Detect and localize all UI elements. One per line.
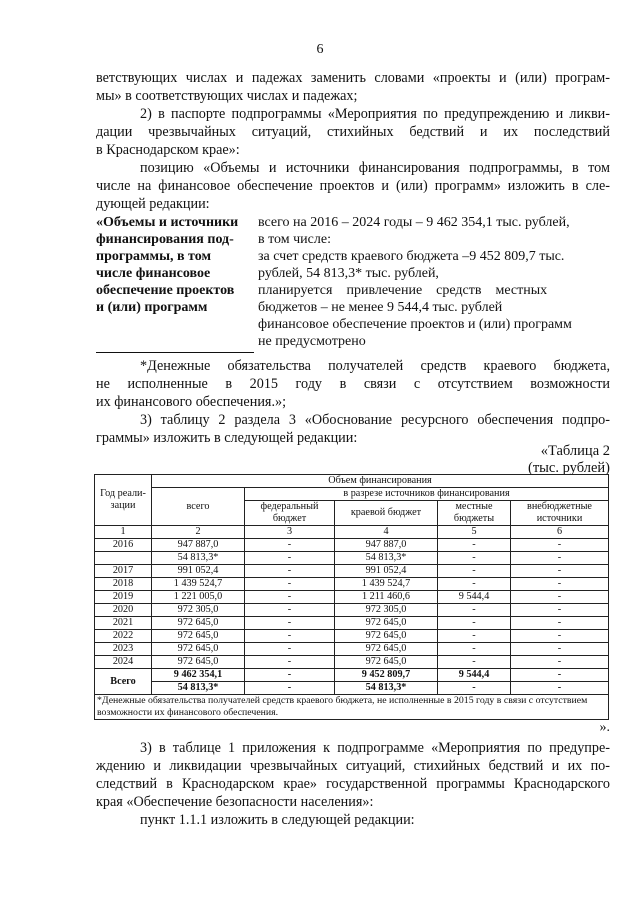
passport-line: финансирования под- (96, 232, 234, 247)
text-line: следствий в Краснодарском крае» государственной программы Краснодарского (96, 776, 610, 792)
column-numbers-row (95, 526, 609, 539)
table-cell: - (245, 630, 335, 643)
table-cell: 991 052,4 (152, 565, 245, 578)
table-cell: 2019 (95, 591, 152, 604)
table-caption-line: «Таблица 2 (540, 443, 610, 459)
header-volume: Объем финансирования (152, 475, 609, 488)
table-header-row (95, 488, 609, 501)
text-line: 2) в паспорте подпрограммы «Мероприятия по предупреждению и ликви- (140, 106, 610, 122)
table-cell: 2023 (95, 643, 152, 656)
table-row (95, 656, 609, 669)
table-cell: - (511, 591, 609, 604)
text-line: мы» в соответствующих числах и падежах; (96, 88, 358, 104)
passport-line: «Объемы и источники (96, 215, 239, 230)
table-row (95, 565, 609, 578)
table-cell: - (511, 578, 609, 591)
table-cell: - (245, 591, 335, 604)
table-cell: 2 (152, 526, 245, 539)
text-line: 3) таблицу 2 раздела 3 «Обоснование ресурсного обеспечения подпро- (140, 412, 610, 428)
table-caption-line: (тыс. рублей) (528, 460, 610, 476)
table-cell: 972 645,0 (335, 630, 438, 643)
table-cell: 9 544,4 (438, 591, 511, 604)
table-row (95, 630, 609, 643)
table-cell: - (245, 552, 335, 565)
table-caption (528, 443, 610, 477)
table-cell: 5 (438, 526, 511, 539)
table-cell: 1 439 524,7 (335, 578, 438, 591)
table-row (95, 578, 609, 591)
text-line: пункт 1.1.1 изложить в следующей редакции: (140, 812, 415, 828)
passport-line: планируется привлечение средств местных (258, 283, 548, 298)
table-cell: - (511, 604, 609, 617)
passport-line: рублей, 54 813,3* тыс. рублей, (258, 266, 439, 281)
passport-line: всего на 2016 – 2024 годы – 9 462 354,1 тыс. рублей, (258, 215, 570, 230)
passport-line: в том числе: (258, 232, 331, 247)
table-cell: - (245, 682, 335, 695)
table-cell: 9 452 809,7 (335, 669, 438, 682)
table-cell: - (511, 669, 609, 682)
table-cell: 972 305,0 (152, 604, 245, 617)
table-cell: 1 221 005,0 (152, 591, 245, 604)
table-cell: 972 645,0 (335, 643, 438, 656)
table-cell: - (511, 682, 609, 695)
table-cell: 947 887,0 (335, 539, 438, 552)
text-line: числе на финансовое обеспечение проектов и (или) программ» изложить в сле- (96, 178, 610, 194)
table-row (95, 604, 609, 617)
table-cell: - (438, 565, 511, 578)
table-cell: 3 (245, 526, 335, 539)
table-cell: - (511, 617, 609, 630)
text-line: дующей редакции: (96, 196, 210, 212)
header-federal: федеральный бюджет (245, 501, 335, 526)
table-cell: 972 645,0 (152, 643, 245, 656)
passport-line: и (или) программ (96, 300, 208, 315)
table-row (95, 552, 609, 565)
header-local: местные бюджеты (438, 501, 511, 526)
header-total: всего (152, 488, 245, 526)
table-cell (95, 552, 152, 565)
table-note: *Денежные обязательства получателей средств краевого бюджета, не исполненные в 2015 году в связи с отсутствием возможности их финансового обеспечения. (95, 695, 609, 720)
text-line: края «Обеспечение безопасности населения»: (96, 794, 374, 810)
passport-line: бюджетов – не менее 9 544,4 тыс. рублей (258, 300, 503, 315)
footnote-line: их финансового обеспечения.»; (96, 394, 287, 410)
table-cell: - (438, 656, 511, 669)
footnote-line: *Денежные обязательства получателей средств краевого бюджета, (140, 358, 610, 374)
table-cell: - (438, 539, 511, 552)
table-cell: 9 462 354,1 (152, 669, 245, 682)
table-cell: 54 813,3* (335, 682, 438, 695)
footnote-rule (96, 352, 254, 353)
text-line: ветствующих числах и падежах заменить словами «проекты и (или) програм- (96, 70, 610, 86)
table-cell: - (438, 578, 511, 591)
table-cell: 991 052,4 (335, 565, 438, 578)
table-row (95, 591, 609, 604)
table-cell: 947 887,0 (152, 539, 245, 552)
table-cell: - (511, 552, 609, 565)
table-cell: 2022 (95, 630, 152, 643)
table-cell: - (438, 552, 511, 565)
table-cell: - (245, 669, 335, 682)
text-line: позицию «Объемы и источники финансирования подпрограммы, в том (140, 160, 610, 176)
passport-line: обеспечение проектов (96, 283, 235, 298)
table-cell: 4 (335, 526, 438, 539)
table-row (95, 643, 609, 656)
table-cell: - (245, 617, 335, 630)
table-note-row (95, 695, 609, 720)
table-cell: - (438, 682, 511, 695)
table-cell: - (245, 604, 335, 617)
table-cell: 1 211 460,6 (335, 591, 438, 604)
passport-line: числе финансовое (96, 266, 211, 281)
table-total-row (95, 669, 609, 682)
passport-line: финансовое обеспечение проектов и (или) программ (258, 317, 572, 332)
header-sources: в разрезе источников финансирования (245, 488, 609, 501)
table-cell: - (511, 630, 609, 643)
table-cell: 2020 (95, 604, 152, 617)
table-cell: 2018 (95, 578, 152, 591)
passport-line: за счет средств краевого бюджета –9 452 809,7 тыс. (258, 249, 565, 264)
table-cell: - (511, 643, 609, 656)
table-cell: 54 813,3* (152, 682, 245, 695)
table-cell: - (438, 617, 511, 630)
text-line: в Краснодарском крае»: (96, 142, 240, 158)
table-cell: 1 (95, 526, 152, 539)
closing-quote: ». (599, 720, 610, 735)
passport-line: программы, в том (96, 249, 212, 264)
table-cell: 2016 (95, 539, 152, 552)
table-cell: 2024 (95, 656, 152, 669)
passport-position-value (258, 214, 610, 350)
header-year: Год реали-зации (95, 475, 152, 526)
passport-line: не предусмотрено (258, 334, 366, 349)
table-cell: 2017 (95, 565, 152, 578)
financing-table (94, 474, 609, 720)
table-cell: 1 439 524,7 (152, 578, 245, 591)
table-cell: - (511, 565, 609, 578)
header-offbudget: внебюджетные источники (511, 501, 609, 526)
table-cell: - (438, 630, 511, 643)
table-cell: 54 813,3* (335, 552, 438, 565)
table-cell: 972 645,0 (152, 656, 245, 669)
text-line: граммы» изложить в следующей редакции: (96, 430, 358, 446)
table-cell: 972 305,0 (335, 604, 438, 617)
table-cell: - (438, 604, 511, 617)
table-cell: 972 645,0 (152, 630, 245, 643)
table-cell: 972 645,0 (152, 617, 245, 630)
text-line: дации чрезвычайных ситуаций, стихийных бедствий и их последствий (96, 124, 610, 140)
table-cell: Всего (95, 669, 152, 695)
table-cell: 9 544,4 (438, 669, 511, 682)
table-cell: - (245, 656, 335, 669)
table-total-row (95, 682, 609, 695)
table-cell: - (245, 643, 335, 656)
table-cell: - (511, 539, 609, 552)
footnote-line: не исполненные в 2015 году в связи с отсутствием возможности (96, 376, 610, 392)
text-line: ждению и ликвидации чрезвычайных ситуаций, стихийных бедствий и их по- (96, 758, 610, 774)
table-row (95, 617, 609, 630)
table-cell: - (438, 643, 511, 656)
table-cell: - (511, 656, 609, 669)
table-cell: 54 813,3* (152, 552, 245, 565)
table-row (95, 539, 609, 552)
header-regional: краевой бюджет (335, 501, 438, 526)
table-header-row (95, 475, 609, 488)
passport-position-label (96, 214, 251, 316)
table-cell: - (245, 578, 335, 591)
table-cell: 2021 (95, 617, 152, 630)
table-cell: - (245, 565, 335, 578)
table-cell: 972 645,0 (335, 617, 438, 630)
page-number: 6 (316, 42, 324, 57)
table-cell: 6 (511, 526, 609, 539)
table-cell: 972 645,0 (335, 656, 438, 669)
table-cell: - (245, 539, 335, 552)
text-line: 3) в таблице 1 приложения к подпрограмме «Мероприятия по предупре- (140, 740, 610, 756)
